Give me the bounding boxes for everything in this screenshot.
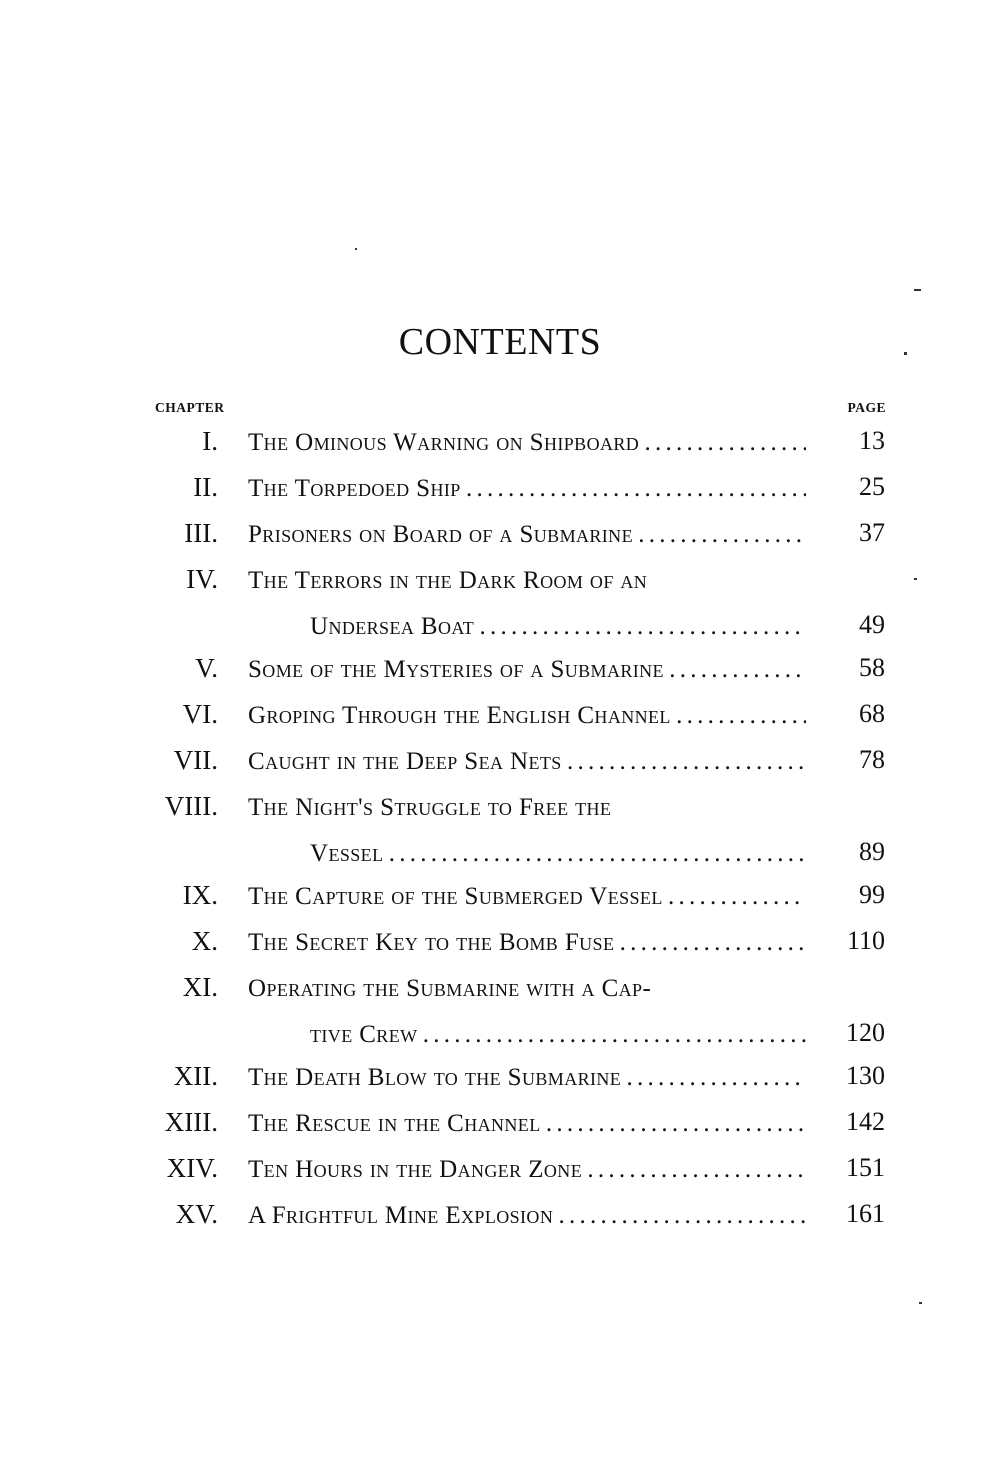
toc-entry-continuation bbox=[0, 604, 1000, 647]
page-number: 89 bbox=[859, 837, 885, 866]
chapter-title: Prisoners on Board of a Submarine . . . bbox=[248, 521, 806, 549]
toc-entry bbox=[0, 466, 1000, 512]
chapter-number: XIII. bbox=[164, 1107, 218, 1137]
chapter-number: IX. bbox=[182, 880, 218, 910]
toc-entry bbox=[0, 785, 1000, 831]
page-number: 120 bbox=[846, 1018, 885, 1047]
scan-speck bbox=[914, 289, 921, 291]
table-of-contents bbox=[0, 420, 1000, 1239]
chapter-title: Groping Through the English Channel . . . bbox=[248, 702, 806, 730]
toc-entry bbox=[0, 1055, 1000, 1101]
chapter-title: The Terrors in the Dark Room of an bbox=[248, 567, 648, 594]
chapter-column-header: CHAPTER bbox=[155, 400, 225, 415]
page-number: 151 bbox=[846, 1153, 885, 1182]
toc-entry-continuation bbox=[0, 1012, 1000, 1055]
chapter-title-continuation: Vessel . . . bbox=[310, 840, 806, 868]
toc-entry bbox=[0, 420, 1000, 466]
page-number: 25 bbox=[859, 472, 885, 501]
chapter-title: Operating the Submarine with a Cap- bbox=[248, 975, 652, 1002]
chapter-number: V. bbox=[195, 653, 218, 683]
page-number: 130 bbox=[846, 1061, 885, 1090]
chapter-title: The Ominous Warning on Shipboard . . . bbox=[248, 429, 806, 457]
chapter-number: IV. bbox=[186, 564, 218, 594]
chapter-number: III. bbox=[184, 518, 218, 548]
toc-entry bbox=[0, 739, 1000, 785]
chapter-number: VI. bbox=[182, 699, 218, 729]
chapter-title: The Secret Key to the Bomb Fuse . . . bbox=[248, 929, 806, 957]
toc-entry-continuation bbox=[0, 831, 1000, 874]
chapter-title: A Frightful Mine Explosion . . . bbox=[248, 1202, 806, 1230]
chapter-number: II. bbox=[193, 472, 218, 502]
page-number: 37 bbox=[859, 518, 885, 547]
chapter-title: The Rescue in the Channel . . . bbox=[248, 1110, 806, 1138]
chapter-number: XII. bbox=[173, 1061, 218, 1091]
chapter-number: XV. bbox=[175, 1199, 218, 1229]
toc-entry bbox=[0, 966, 1000, 1012]
page-number: 142 bbox=[846, 1107, 885, 1136]
chapter-number: XI. bbox=[182, 972, 218, 1002]
toc-entry bbox=[0, 693, 1000, 739]
page-number: 78 bbox=[859, 745, 885, 774]
toc-entry bbox=[0, 558, 1000, 604]
page-number: 68 bbox=[859, 699, 885, 728]
scan-speck bbox=[355, 248, 357, 250]
toc-entry bbox=[0, 874, 1000, 920]
page-column-header: PAGE bbox=[847, 400, 886, 415]
toc-entry bbox=[0, 1147, 1000, 1193]
chapter-title: The Death Blow to the Submarine . . . bbox=[248, 1064, 806, 1092]
toc-entry bbox=[0, 647, 1000, 693]
scan-speck bbox=[919, 1302, 922, 1304]
page-number: 110 bbox=[846, 926, 885, 955]
chapter-title: Some of the Mysteries of a Submarine . . . bbox=[248, 656, 806, 684]
chapter-title: The Night's Struggle to Free the bbox=[248, 794, 612, 821]
chapter-number: I. bbox=[202, 426, 218, 456]
chapter-number: XIV. bbox=[166, 1153, 218, 1183]
page-number: 99 bbox=[859, 880, 885, 909]
page-number: 58 bbox=[859, 653, 885, 682]
scan-speck bbox=[914, 578, 917, 580]
toc-entry bbox=[0, 920, 1000, 966]
chapter-title: Caught in the Deep Sea Nets . . . bbox=[248, 748, 806, 776]
toc-entry bbox=[0, 1101, 1000, 1147]
chapter-number: X. bbox=[191, 926, 218, 956]
chapter-title: The Capture of the Submerged Vessel . . . bbox=[248, 883, 806, 911]
page-number: 13 bbox=[859, 426, 885, 455]
chapter-number: VII. bbox=[173, 745, 218, 775]
scan-speck bbox=[904, 352, 907, 355]
chapter-number: VIII. bbox=[164, 791, 218, 821]
chapter-title: The Torpedoed Ship . . . bbox=[248, 475, 806, 503]
page-title: CONTENTS bbox=[398, 321, 602, 363]
toc-entry bbox=[0, 512, 1000, 558]
page-number: 161 bbox=[846, 1199, 885, 1228]
chapter-title-continuation: Undersea Boat . . . bbox=[310, 613, 806, 641]
chapter-title: Ten Hours in the Danger Zone . . . bbox=[248, 1156, 806, 1184]
toc-entry bbox=[0, 1193, 1000, 1239]
chapter-title-continuation: tive Crew . . . bbox=[310, 1021, 806, 1049]
page-number: 49 bbox=[859, 610, 885, 639]
